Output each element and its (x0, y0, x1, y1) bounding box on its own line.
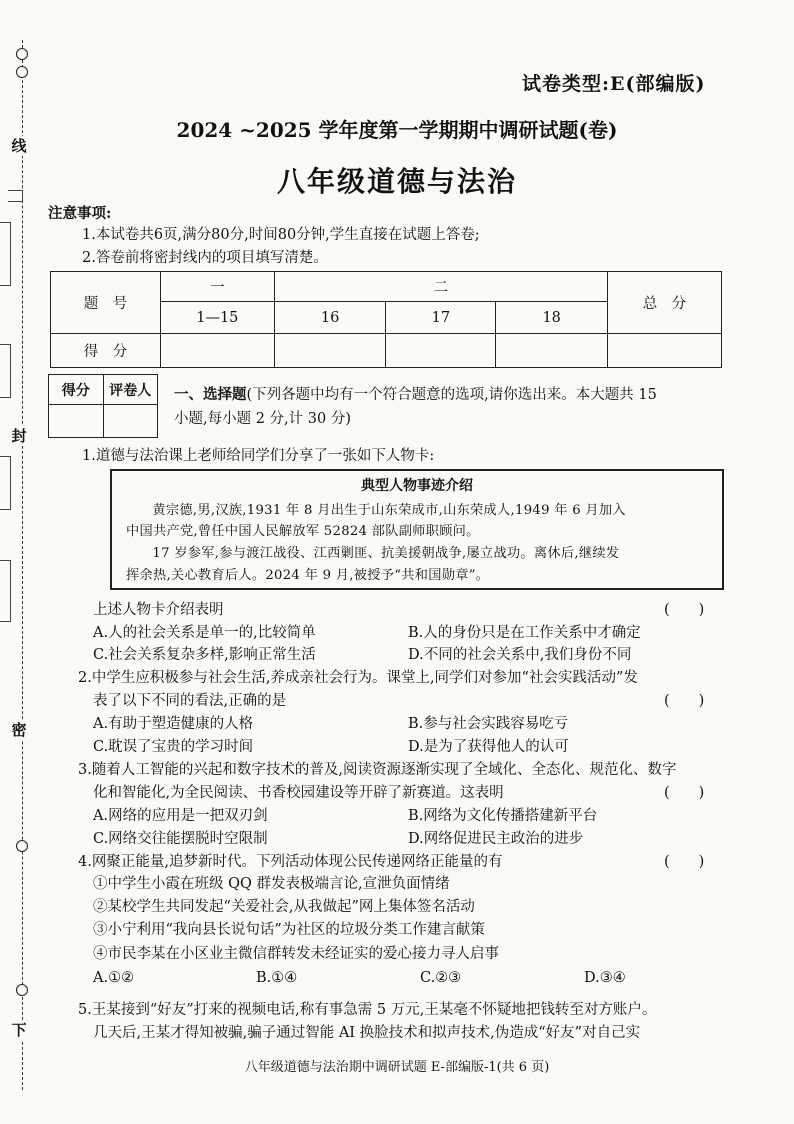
question-stem: 5.王某接到“好友”打来的视频电话,称有事急需 5 万元,王某毫不怀疑地把钱转至对方账户。 (78, 1002, 657, 1018)
option-c[interactable]: C.社会关系复杂多样,影响正常生活 (93, 647, 316, 663)
binding-hole (16, 48, 28, 60)
binding-bracket (0, 560, 11, 622)
binding-bracket (0, 222, 11, 286)
option-b[interactable]: B.①④ (256, 970, 298, 986)
option-c[interactable]: C.网络交往能摆脱时空限制 (93, 831, 268, 847)
option-d[interactable]: D.是为了获得他人的认可 (408, 739, 569, 755)
score-cell[interactable] (274, 334, 386, 368)
score-subcol: 1—15 (160, 302, 274, 334)
binding-char-feng: 封 (6, 426, 32, 446)
statement-item: ②某校学生共同发起“关爱社会,从我做起”网上集体签名活动 (93, 899, 475, 915)
option-d[interactable]: D.不同的社会关系中,我们身份不同 (408, 647, 632, 663)
statement-item: ③小宁利用“我向县长说句话”为社区的垃圾分类工作建言献策 (93, 922, 485, 938)
answer-paren[interactable]: ( ) (664, 854, 705, 870)
person-card (110, 469, 724, 590)
notes-heading: 注意事项: (48, 205, 112, 222)
total-score-cell[interactable] (608, 334, 722, 368)
option-b[interactable]: B.网络为文化传播搭建新平台 (408, 808, 598, 824)
question-number-label: 题 号 (51, 272, 161, 334)
score-subcol: 16 (274, 302, 386, 334)
option-a[interactable]: A.人的社会关系是单一的,比较简单 (93, 625, 316, 641)
option-a[interactable]: A.①② (93, 970, 135, 986)
question-stem: 几天后,王某才得知被骗,骗子通过智能 AI 换脸技术和拟声技术,伪造成“好友”对自己实 (93, 1025, 641, 1041)
section-one-desc: 小题,每小题 2 分,计 30 分) (174, 411, 351, 427)
question-stem: 4.网聚正能量,追梦新时代。下列活动体现公民传递网络正能量的有 (78, 854, 503, 870)
score-subcol: 18 (496, 302, 608, 334)
answer-paren[interactable]: ( ) (664, 602, 705, 618)
question-stem: 1.道德与法治课上老师给同学们分享了一张如下人物卡: (82, 448, 435, 464)
grader-box (48, 374, 158, 438)
score-table (50, 271, 722, 368)
question-prompt: 上述人物卡介绍表明 (93, 602, 224, 618)
section-one-title: 一、选择题 (174, 386, 247, 403)
option-a[interactable]: A.网络的应用是一把双刃剑 (93, 808, 268, 824)
question-stem: 3.随着人工智能的兴起和数字技术的普及,阅读资源逐渐实现了全域化、全态化、规范化、数字 (78, 762, 677, 778)
card-title: 典型人物事迹介绍 (361, 478, 473, 494)
score-subcol: 17 (386, 302, 496, 334)
question-stem: 表了以下不同的看法,正确的是 (93, 693, 287, 709)
option-b[interactable]: B.参与社会实践容易吃亏 (408, 716, 569, 732)
grader-score-label: 得分 (49, 375, 104, 405)
exam-subject: 八年级道德与法治 (276, 165, 517, 198)
grader-score-cell[interactable] (49, 405, 104, 438)
statement-item: ④市民李某在小区业主微信群转发未经证实的爱心接力寻人启事 (93, 946, 499, 962)
exam-title: 2024 ~2025 学年度第一学期期中调研试题(卷) (176, 118, 618, 142)
binding-bracket (0, 456, 11, 510)
note-item: 1.本试卷共6页,满分80分,时间80分钟,学生直接在试题上答卷; (82, 227, 480, 243)
binding-char-mi: 密 (6, 720, 32, 740)
grader-name-label: 评卷人 (103, 375, 158, 405)
score-cell[interactable] (386, 334, 496, 368)
binding-char-xia: 下 (6, 1020, 32, 1040)
part-two-header: 二 (274, 272, 607, 302)
note-item: 2.答卷前将密封线内的项目填写清楚。 (82, 250, 328, 266)
part-one-header: 一 (160, 272, 274, 302)
question-stem: 化和智能化,为全民阅读、书香校园建设等开辟了新赛道。这表明 (93, 785, 504, 801)
card-text-line: 中国共产党,曾任中国人民解放军 52824 部队副师职顾问。 (126, 524, 480, 539)
answer-paren[interactable]: ( ) (664, 693, 705, 709)
option-d[interactable]: D.网络促进民主政治的进步 (408, 831, 584, 847)
score-row-label: 得 分 (51, 334, 161, 368)
page-footer: 八年级道德与法治期中调研试题 E-部编版-1(共 6 页) (244, 1060, 550, 1075)
exam-type-label: 试卷类型:E(部编版) (522, 73, 706, 95)
binding-hole (16, 840, 28, 852)
statement-item: ①中学生小霞在班级 QQ 群发表极端言论,宣泄负面情绪 (93, 876, 450, 892)
section-one-desc: (下列各题中均有一个符合题意的选项,请你选出来。本大题共 15 (246, 387, 657, 403)
option-a[interactable]: A.有助于塑造健康的人格 (93, 716, 254, 732)
card-text-line: 17 岁参军,参与渡江战役、江西剿匪、抗美援朝战争,屡立战功。离休后,继续发 (152, 546, 620, 561)
card-text-line: 挥余热,关心教育后人。2024 年 9 月,被授予“共和国勋章”。 (126, 568, 490, 583)
option-c[interactable]: C.②③ (420, 970, 462, 986)
binding-hole (16, 984, 28, 996)
binding-hole (16, 66, 28, 78)
answer-paren[interactable]: ( ) (664, 785, 705, 801)
grader-name-cell[interactable] (103, 405, 158, 438)
option-b[interactable]: B.人的身份只是在工作关系中才确定 (408, 625, 641, 641)
option-c[interactable]: C.耽误了宝贵的学习时间 (93, 739, 254, 755)
section-one-header (174, 383, 734, 431)
score-cell[interactable] (496, 334, 608, 368)
total-score-header: 总 分 (608, 272, 722, 334)
option-d[interactable]: D.③④ (584, 970, 626, 986)
question-stem: 2.中学生应积极参与社会生活,养成亲社会行为。课堂上,同学们对参加“社会实践活动”发 (78, 670, 638, 686)
binding-bracket (0, 344, 11, 398)
binding-char-xian: 线 (6, 136, 32, 156)
card-text-line: 黄宗德,男,汉族,1931 年 8 月出生于山东荣成市,山东荣成人,1949 年 6 月加入 (152, 503, 626, 518)
score-cell[interactable] (160, 334, 274, 368)
